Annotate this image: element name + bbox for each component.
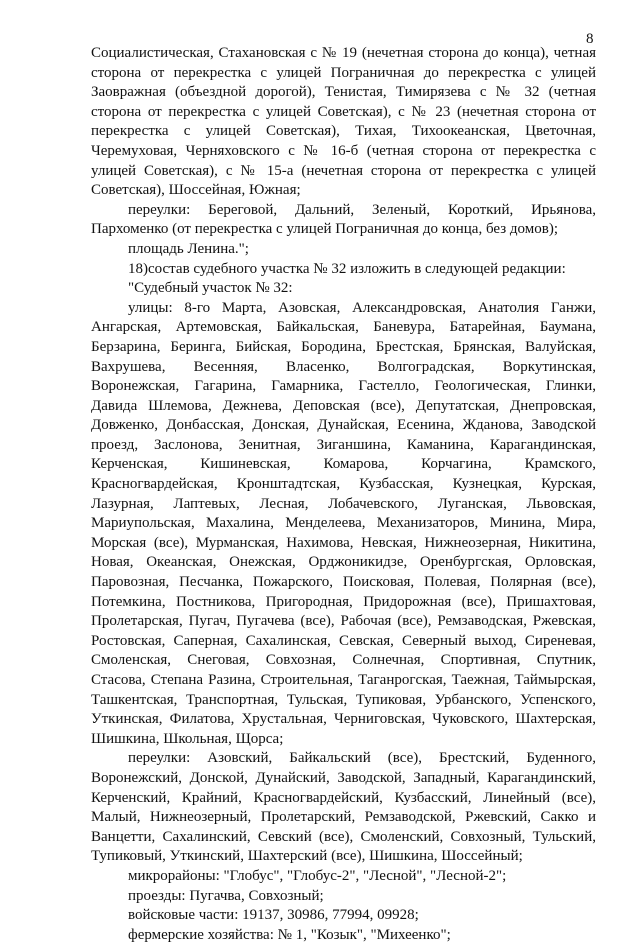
text-line: Черемуховая, Черняховского с № 16-б (четная сторона от перекрестка с bbox=[91, 142, 596, 159]
text-line: Заовражная (объездной дорогой), Тенистая, Тимирязева с № 32 (четная bbox=[91, 84, 596, 101]
text-line: Советская), Шоссейная, Южная; bbox=[91, 182, 301, 199]
text-line: Пархоменко (от перекрестка с улицей Пограничная до конца, без домов); bbox=[91, 221, 558, 238]
text-line: Шишкина, Школьная, Щорса; bbox=[91, 730, 284, 747]
text-line: сторона от перекрестка с улицей Советская), с № 23 (нечетная сторона от bbox=[91, 103, 596, 120]
text-line: Малый, Нижнеозерный, Пролетарский, Ремзаводской, Ржевский, Сакко и bbox=[91, 809, 596, 826]
text-line: проезды: Пугачва, Совхозный; bbox=[128, 887, 324, 904]
text-line: сторона от перекрестка с улицей Пограничная до перекрестка с улицей bbox=[91, 64, 596, 81]
text-line: проезд, Заслонова, Зенитная, Зиганшина, Каманина, Карагандинская, bbox=[91, 436, 596, 453]
text-line: Ванцетти, Сахалинский, Севский (все), Смоленский, Совхозный, Тульский, bbox=[91, 828, 596, 845]
text-line: переулки: Азовский, Байкальский (все), Брестский, Буденного, bbox=[128, 750, 596, 767]
text-line: Ташкентская, Транспортная, Тульская, Тупиковая, Урбанского, Успенского, bbox=[91, 691, 596, 708]
text-line: Берзарина, Беринга, Бийская, Бородина, Брестская, Брянская, Валуйская, bbox=[91, 338, 596, 355]
text-line: Довженко, Донбасская, Донская, Дунайская, Есенина, Жданова, Заводской bbox=[91, 417, 596, 434]
text-line: Красногвардейская, Кронштадтская, Кузбасская, Кузнецкая, Курская, bbox=[91, 476, 596, 493]
text-line: Смоленская, Снеговая, Совхозная, Солнечная, Спортивная, Спутник, bbox=[91, 652, 596, 669]
text-line: Пролетарская, Пугач, Пугачева (все), Рабочая (все), Ремзаводская, Ржевская, bbox=[91, 613, 596, 630]
text-line: улицей Советская), с № 15-а (нечетная сторона от перекрестка с улицей bbox=[91, 162, 596, 179]
text-line: микрорайоны: "Глобус", "Глобус-2", "Лесной", "Лесной-2"; bbox=[128, 867, 507, 884]
text-line: Тупиковый, Уткинский, Шахтерский (все), Шишкина, Шоссейный; bbox=[91, 848, 523, 865]
text-line: Потемкина, Постникова, Пригородная, Придорожная (все), Пришахтовая, bbox=[91, 593, 596, 610]
text-line: Паровозная, Песчанка, Пожарского, Поисковая, Полевая, Полярная (все), bbox=[91, 574, 596, 591]
text-line: переулки: Береговой, Дальний, Зеленый, Короткий, Ирьянова, bbox=[128, 201, 596, 218]
text-line: Уткинская, Филатова, Хрустальная, Черниговская, Чуковского, Шахтерская, bbox=[91, 711, 596, 728]
text-line: фермерские хозяйства: № 1, "Козык", "Михеенко"; bbox=[128, 926, 451, 943]
text-line: Давида Шлемова, Дежнева, Деповская (все), Депутатская, Днепровская, bbox=[91, 397, 596, 414]
text-line: Керченская, Кишиневская, Комарова, Корчагина, Крамского, bbox=[91, 456, 596, 473]
text-line: Керченский, Крайний, Красногвардейский, Кузбасский, Линейный (все), bbox=[91, 789, 596, 806]
text-line: "Судебный участок № 32: bbox=[128, 280, 293, 297]
text-line: 18)состав судебного участка № 32 изложить в следующей редакции: bbox=[128, 260, 566, 277]
text-line: улицы: 8-го Марта, Азовская, Александровская, Анатолия Ганжи, bbox=[128, 299, 596, 316]
text-line: Социалистическая, Стахановская с № 19 (нечетная сторона до конца), четная bbox=[91, 45, 596, 61]
text-line: Воронежская, Гагарина, Гамарника, Гастелло, Геологическая, Глинки, bbox=[91, 378, 596, 395]
text-line: Новая, Океанская, Онежская, Орджоникидзе, Оренбургская, Орловская, bbox=[91, 554, 596, 571]
text-line: перекрестка с улицей Советская), Тихая, Тихоокеанская, Цветочная, bbox=[91, 123, 596, 140]
text-line: Ростовская, Саперная, Сахалинская, Севская, Северный выход, Сиреневая, bbox=[91, 632, 596, 649]
page-number: 8 bbox=[586, 31, 594, 47]
text-line: Вахрушева, Весенняя, Власенко, Волгоградская, Воркутинская, bbox=[91, 358, 596, 375]
text-line: Стасова, Степана Разина, Строительная, Таганрогская, Таежная, Таймырская, bbox=[91, 672, 596, 688]
text-line: Мариупольская, Махалина, Менделеева, Механизаторов, Минина, Мира, bbox=[91, 515, 596, 532]
text-line: площадь Ленина."; bbox=[128, 240, 249, 257]
text-line: Морская (все), Мурманская, Нахимова, Невская, Нижнеозерная, Никитина, bbox=[91, 534, 596, 551]
text-line: Ангарская, Артемовская, Байкальская, Баневура, Батарейная, Баумана, bbox=[91, 319, 596, 336]
text-line: войсковые части: 19137, 30986, 77994, 09928; bbox=[128, 907, 419, 924]
document-body bbox=[91, 44, 596, 945]
text-line: Лазурная, Лаптевых, Лесная, Лобачевского, Луганская, Львовская, bbox=[91, 495, 596, 512]
text-line: Воронежский, Донской, Дунайский, Заводской, Западный, Карагандинский, bbox=[91, 769, 596, 786]
